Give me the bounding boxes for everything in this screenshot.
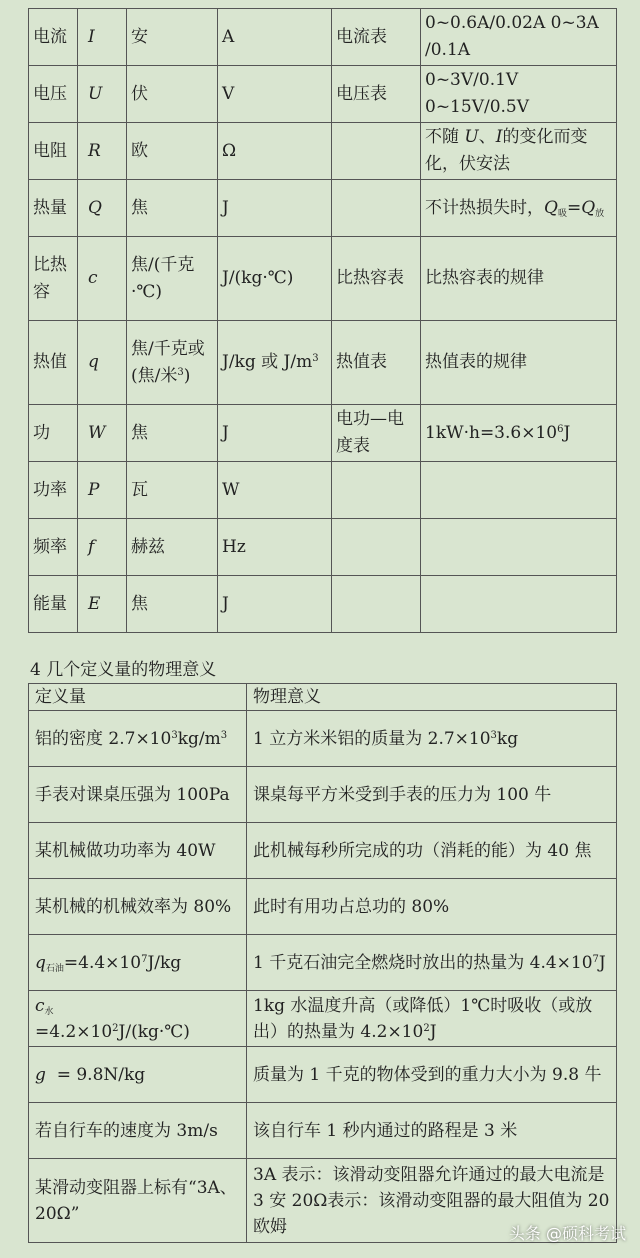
table-row	[29, 519, 617, 576]
note	[421, 576, 617, 633]
note	[421, 519, 617, 576]
physical-meaning: 3A 表示：该滑动变阻器允许通过的最大电流是 3 安 20Ω表示：该滑动变阻器的最大阻值为 20 欧姆	[247, 1159, 617, 1243]
column-header-meaning: 物理意义	[247, 684, 617, 711]
quantity-symbol: Q	[78, 180, 127, 237]
table-header-row	[29, 684, 617, 711]
unit-symbol: Hz	[218, 519, 332, 576]
quantity-symbol: W	[78, 405, 127, 462]
table-row	[29, 991, 617, 1047]
instrument: 热值表	[332, 321, 421, 405]
quantity-name: 电压	[29, 66, 78, 123]
note: 热值表的规律	[421, 321, 617, 405]
quantity-name: 功率	[29, 462, 78, 519]
instrument: 电功—电度表	[332, 405, 421, 462]
defined-quantity: g = 9.8N/kg	[29, 1047, 247, 1103]
unit-symbol: J/kg 或 $J/m^3$	[218, 321, 332, 405]
defined-quantity: 某滑动变阻器上标有“3A、20Ω”	[29, 1159, 247, 1243]
note: 不计热损失时，$Q_吸=Q_放$	[421, 180, 617, 237]
quantity-symbol: P	[78, 462, 127, 519]
table-row	[29, 879, 617, 935]
unit-symbol: J/(kg·℃)	[218, 237, 332, 321]
unit-name: 安	[127, 9, 218, 66]
table-row	[29, 935, 617, 991]
table-row	[29, 462, 617, 519]
unit-name: 瓦	[127, 462, 218, 519]
instrument	[332, 123, 421, 180]
unit-symbol: J	[218, 180, 332, 237]
table-row	[29, 66, 617, 123]
physical-meaning: 该自行车 1 秒内通过的路程是 3 米	[247, 1103, 617, 1159]
section-title: 4 几个定义量的物理意义	[30, 660, 217, 680]
unit-symbol: W	[218, 462, 332, 519]
table-row	[29, 180, 617, 237]
quantity-name: 功	[29, 405, 78, 462]
defined-quantity: 若自行车的速度为 3m/s	[29, 1103, 247, 1159]
table-row	[29, 1103, 617, 1159]
defined-quantity: 某机械做功功率为 40W	[29, 823, 247, 879]
instrument	[332, 462, 421, 519]
unit-symbol: J	[218, 405, 332, 462]
unit-symbol: V	[218, 66, 332, 123]
physical-meaning: 课桌每平方米受到手表的压力为 100 牛	[247, 767, 617, 823]
table-row	[29, 1047, 617, 1103]
table-row	[29, 576, 617, 633]
unit-name: 焦	[127, 576, 218, 633]
unit-symbol: J	[218, 576, 332, 633]
table-row	[29, 123, 617, 180]
table-row	[29, 711, 617, 767]
unit-name: 赫兹	[127, 519, 218, 576]
quantity-symbol: f	[78, 519, 127, 576]
quantity-name: 频率	[29, 519, 78, 576]
table-row	[29, 237, 617, 321]
table-row	[29, 823, 617, 879]
unit-name: 焦/(千克·℃)	[127, 237, 218, 321]
physical-meaning: 1 千克石油完全燃烧时放出的热量为 $4.4\times 10^7J$	[247, 935, 617, 991]
unit-name: 焦/千克或(焦/米$^3$)	[127, 321, 218, 405]
note	[421, 462, 617, 519]
instrument: 比热容表	[332, 237, 421, 321]
instrument	[332, 519, 421, 576]
table-row	[29, 767, 617, 823]
unit-name: 焦	[127, 405, 218, 462]
table-row	[29, 9, 617, 66]
quantity-symbol: I	[78, 9, 127, 66]
quantity-symbol: E	[78, 576, 127, 633]
physical-meaning: 1kg 水温度升高（或降低）1℃时吸收（或放出）的热量为 $4.2\times 10^2J$	[247, 991, 617, 1047]
quantity-name: 电阻	[29, 123, 78, 180]
quantity-name: 能量	[29, 576, 78, 633]
table-row	[29, 321, 617, 405]
table-row	[29, 405, 617, 462]
quantity-name: 比热容	[29, 237, 78, 321]
instrument	[332, 576, 421, 633]
quantity-symbol: R	[78, 123, 127, 180]
physical-meaning: 此时有用功占总功的 80%	[247, 879, 617, 935]
physical-meaning: 此机械每秒所完成的功（消耗的能）为 40 焦	[247, 823, 617, 879]
physical-meaning: 1 立方米米铝的质量为 $2.7\times 10^3kg$	[247, 711, 617, 767]
physical-meaning: 质量为 1 千克的物体受到的重力大小为 9.8 牛	[247, 1047, 617, 1103]
defined-quantity: $q_{石油}=4.4\times 10^7J/kg$	[29, 935, 247, 991]
definitions-table	[28, 683, 617, 1243]
watermark: 头条 @硕科考试	[508, 1224, 626, 1243]
note: 比热容表的规律	[421, 237, 617, 321]
note: 不随 U、I的变化而变化，伏安法	[421, 123, 617, 180]
defined-quantity: $c_水$ $=4.2\times 10^2J/(kg\cdot℃)$	[29, 991, 247, 1047]
quantity-symbol: U	[78, 66, 127, 123]
unit-symbol: A	[218, 9, 332, 66]
quantity-symbol: c	[78, 237, 127, 321]
instrument: 电压表	[332, 66, 421, 123]
defined-quantity: 手表对课桌压强为 100Pa	[29, 767, 247, 823]
unit-name: 焦	[127, 180, 218, 237]
quantity-name: 热量	[29, 180, 78, 237]
note: 0~0.6A/0.02A 0~3A /0.1A	[421, 9, 617, 66]
unit-symbol: Ω	[218, 123, 332, 180]
defined-quantity: 铝的密度 $2.7\times 10^3kg/m^3$	[29, 711, 247, 767]
quantity-symbol: q	[78, 321, 127, 405]
quantities-table	[28, 8, 617, 633]
instrument: 电流表	[332, 9, 421, 66]
unit-name: 欧	[127, 123, 218, 180]
quantity-name: 热值	[29, 321, 78, 405]
note: 0~3V/0.1V 0~15V/0.5V	[421, 66, 617, 123]
quantity-name: 电流	[29, 9, 78, 66]
note: $1kW\cdot h=3.6\times 10^6J$	[421, 405, 617, 462]
column-header-quantity: 定义量	[29, 684, 247, 711]
instrument	[332, 180, 421, 237]
defined-quantity: 某机械的机械效率为 80%	[29, 879, 247, 935]
unit-name: 伏	[127, 66, 218, 123]
